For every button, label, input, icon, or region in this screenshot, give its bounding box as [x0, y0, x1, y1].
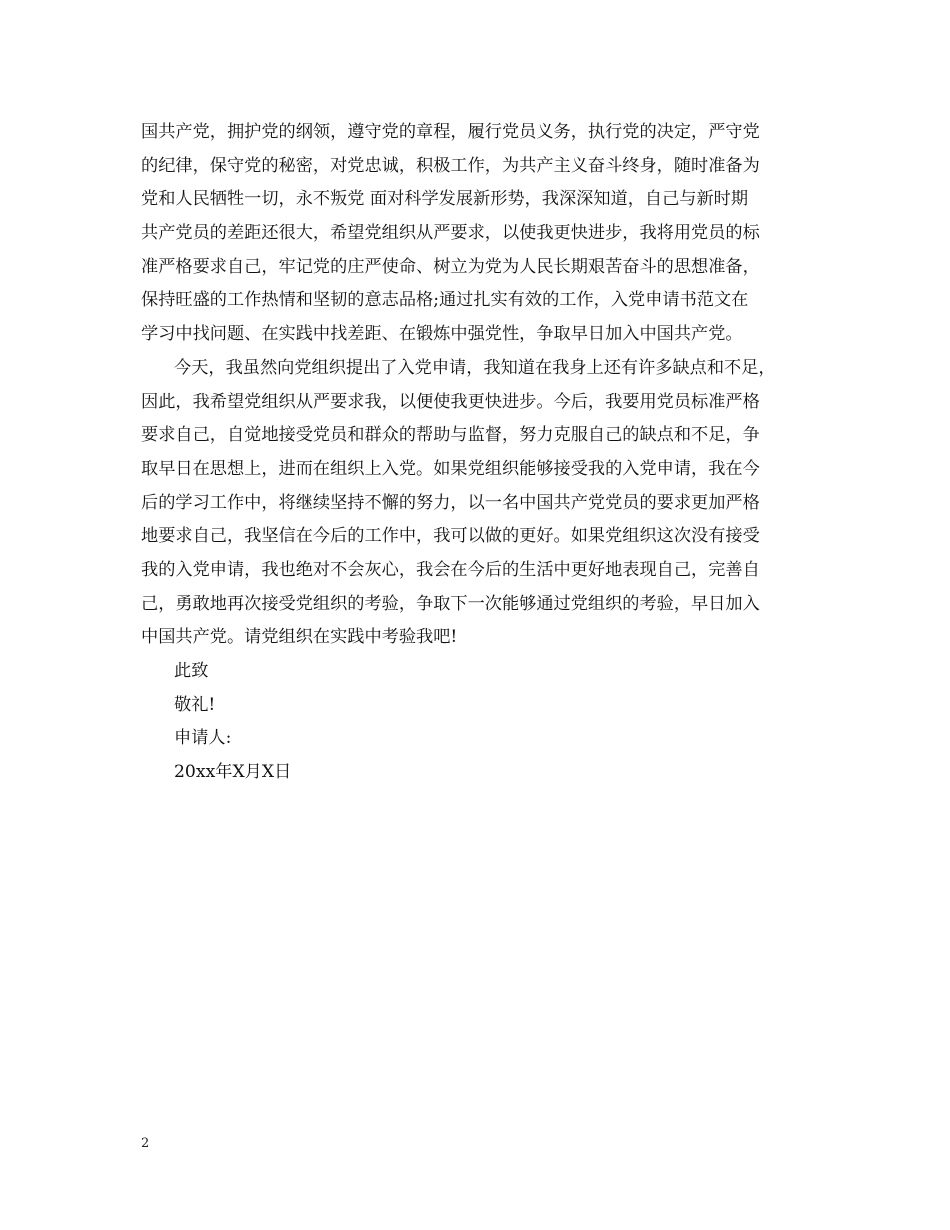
closing-text: 此致 [174, 661, 209, 681]
paragraph-1-line: 国共产党，拥护党的纲领，遵守党的章程，履行党员义务，执行党的决定，严守党 [141, 122, 760, 142]
paragraph-1-line: 党和人民牺牲一切，永不叛党 面对科学发展新形势，我深深知道，自己与新时期 [141, 189, 749, 210]
applicant-label: 申请人: [174, 728, 232, 749]
paragraph-2-line: 中国共产党。请党组织在实践中考验我吧! [141, 627, 458, 648]
paragraph-1-line: 准严格要求自己，牢记党的庄严使命、树立为党为人民长期艰苦奋斗的思想准备， [141, 256, 760, 277]
paragraph-2-line: 我的入党申请，我也绝对不会灰心，我会在今后的生活中更好地表现自己，完善自 [141, 559, 760, 580]
paragraph-1-line: 共产党员的差距还很大，希望党组织从严要求，以使我更快进步，我将用党员的标 [141, 223, 760, 244]
paragraph-2-line: 要求自己，自觉地接受党员和群众的帮助与监督，努力克服自己的缺点和不足，争 [141, 425, 760, 446]
salute-text: 敬礼! [174, 694, 216, 715]
letter-body [141, 116, 821, 790]
date-text: 20xx年X月X日 [174, 762, 292, 783]
paragraph-2-line: 因此，我希望党组织从严要求我，以便使我更快进步。今后，我要用党员标准严格 [141, 391, 760, 412]
paragraph-2-line: 取早日在思想上，进而在组织上入党。如果党组织能够接受我的入党申请，我在今 [141, 458, 760, 479]
paragraph-2-line: 地要求自己，我坚信在今后的工作中，我可以做的更好。如果党组织这次没有接受 [141, 526, 760, 547]
page-number: 2 [141, 1136, 150, 1151]
paragraph-2-line: 己，勇敢地再次接受党组织的考验，争取下一次能够通过党组织的考验，早日加入 [141, 593, 760, 614]
paragraph-1-line: 保持旺盛的工作热情和坚韧的意志品格;通过扎实有效的工作，入党申请书范文在 [141, 290, 749, 311]
paragraph-2-line: 今天，我虽然向党组织提出了入党申请，我知道在我身上还有许多缺点和不足， [174, 357, 776, 378]
paragraph-1-line: 的纪律，保守党的秘密，对党忠诚，积极工作，为共产主义奋斗终身，随时准备为 [141, 155, 760, 176]
paragraph-2-line: 后的学习工作中，将继续坚持不懈的努力，以一名中国共产党党员的要求更加严格 [141, 492, 760, 513]
paragraph-1-line: 学习中找问题、在实践中找差距、在锻炼中强党性，争取早日加入中国共产党。 [141, 324, 743, 345]
